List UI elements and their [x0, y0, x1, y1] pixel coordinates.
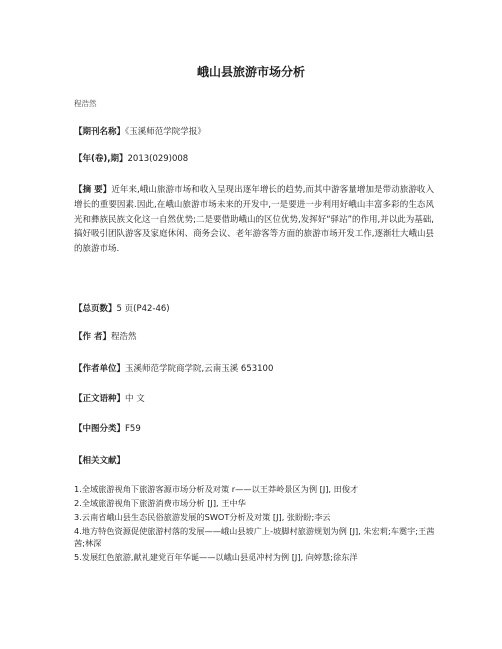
author-field-value: 程浩然 [110, 332, 137, 342]
affiliation-value: 玉溪师范学院商学院,云南玉溪 653100 [125, 364, 274, 374]
reference-item[interactable]: 2.全域旅游视角下旅游消费市场分析 [J], 王中华 [74, 498, 246, 508]
affiliation-field [74, 362, 434, 376]
journal-field [74, 125, 434, 139]
pages-value: 5 页(P42-46) [116, 304, 170, 314]
reference-item[interactable]: 5.发展红色旅游,献礼建党百年华诞——以峨山县觅冲村为例 [J], 向婷慧;徐东洋 [74, 551, 358, 562]
author-name: 程浩然 [74, 99, 97, 108]
year-field [74, 152, 434, 166]
affiliation-label: 【作者单位】 [74, 364, 126, 374]
related-field [74, 454, 434, 468]
journal-label: 【期刊名称】 [74, 127, 126, 137]
reference-item[interactable]: 4.地方特色资源促使旅游村落的发展——峨山县坡广上-坡脚村旅游规划为例 [J], 朱宏莉;车霙宇;王茜茜;林深 [74, 526, 435, 548]
reference-item[interactable]: 3.云南省峨山县生态民俗旅游发展的SWOT分析及对策 [J], 张盼盼;李云 [74, 512, 331, 522]
pages-label: 【总页数】 [74, 304, 117, 314]
year-label: 【年(卷),期】 [74, 154, 128, 164]
language-field [74, 392, 434, 406]
related-label: 【相关文献】 [74, 456, 126, 466]
pages-field [74, 302, 434, 316]
reference-item[interactable]: 1.全域旅游视角下旅游客源市场分析及对策 r——以王莽岭景区为例 [J], 田俊才 [74, 484, 359, 494]
author-field [74, 330, 434, 344]
reference-list [74, 484, 436, 566]
journal-value: 《玉溪师范学院学报》 [125, 127, 206, 137]
language-value: 中 文 [125, 394, 145, 404]
author-field-label: 【作 者】 [74, 332, 111, 342]
classification-value: F59 [125, 424, 141, 434]
year-value: 2013(029)008 [127, 154, 189, 164]
document-title: 峨山县旅游市场分析 [196, 65, 305, 79]
abstract-field [74, 183, 434, 257]
classification-label: 【中图分类】 [74, 424, 126, 434]
abstract-value: 近年来,峨山旅游市场和收入呈现出逐年增长的趋势,而其中游客量增加是带动旅游收入增长的重要因素.因此,在峨山旅游市场未来的开发中,一是要进一步利用好峨山丰富多彩的生态风光和彝族民族文化这一自然优势;二是要借助峨山的区位优势,发挥好“驿站”的作用,并以此为基础,搞好吸引团队游客及家庭休闲、商务会议、老年游客等方面的旅游市场开发工作,逐渐壮大峨山县的旅游市场. [74, 185, 434, 255]
classification-field [74, 422, 434, 436]
abstract-label: 【摘 要】 [74, 185, 112, 195]
language-label: 【正文语种】 [74, 394, 126, 404]
